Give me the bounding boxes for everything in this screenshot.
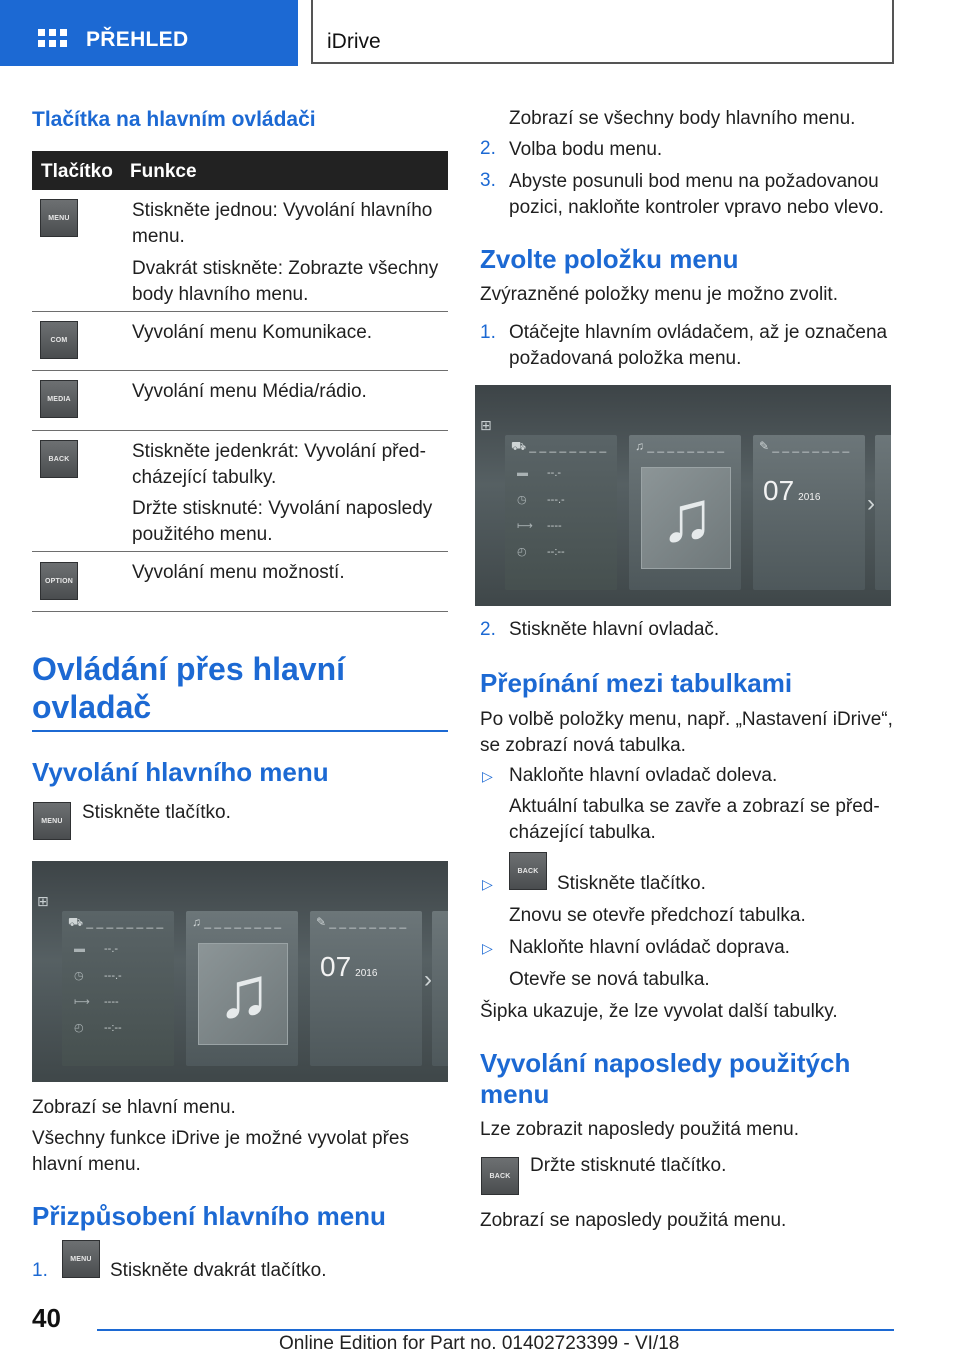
bullet-triangle-icon: ▷ — [482, 876, 493, 892]
screen-tile-partial — [875, 435, 891, 590]
media-button-icon: MEDIA — [40, 380, 78, 418]
table-row-2-text: Vyvolání menu Komunikace. — [132, 322, 373, 343]
screen-menu-icon: ⊞ — [37, 893, 49, 909]
sub-heading-recent: Vyvolání naposledy použitých menu — [480, 1048, 851, 1109]
screen-tile-communication — [310, 911, 422, 1066]
tile-header: ✎ _ _ _ _ _ _ _ _ — [759, 439, 850, 453]
paragraph: Šipka ukazuje, že lze vyvolat další tabulky. — [480, 1001, 838, 1022]
table-row-4-text-1: Stiskněte jedenkrát: Vyvolání předcházející tabulky. — [132, 441, 426, 488]
menu-button-icon: MENU — [33, 802, 71, 840]
paragraph: Lze zobrazit naposledy použitá menu. — [480, 1119, 799, 1140]
back-button-icon: BACK — [40, 440, 78, 478]
tile-row: ◴ --:-- — [517, 546, 565, 558]
step-number: 2. — [480, 138, 496, 159]
tile-row: ▬ --.- — [74, 943, 119, 955]
col-button-header: Tlačítko — [41, 161, 113, 182]
table-divider — [32, 370, 448, 371]
idrive-screen-image — [475, 385, 891, 606]
result-text: Zobrazí se hlavní menu. — [32, 1097, 236, 1118]
sub-heading-customize: Přizpůsobení hlavního menu — [32, 1201, 386, 1231]
bullet-text: Nakloňte hlavní ovládač doprava. — [509, 937, 790, 958]
bullet-subtext: Znovu se otevře předchozí tabulka. — [509, 905, 806, 926]
grid-icon — [38, 29, 68, 53]
screen-tile-media — [629, 435, 741, 590]
back-button-icon: BACK — [481, 1157, 519, 1195]
tile-header: ♫ _ _ _ _ _ _ _ _ — [192, 915, 282, 929]
table-divider — [32, 430, 448, 431]
table-heading: Tlačítka na hlavním ovládači — [32, 108, 316, 131]
screen-tile-vehicle — [505, 435, 617, 590]
table-row-1-text-1: Stiskněte jednou: Vyvolání hlavního menu. — [132, 200, 433, 247]
press-button-text: Stiskněte tlačítko. — [82, 802, 231, 823]
step-text: Otáčejte hlavním ovládačem, až je označena požadovaná položka menu. — [509, 322, 888, 369]
col-function-header: Funkce — [130, 161, 197, 182]
table-header — [32, 151, 448, 190]
page-number: 40 — [32, 1303, 61, 1333]
table-divider — [32, 311, 448, 312]
continued-text: Zobrazí se všechny body hlavního menu. — [509, 108, 856, 129]
bullet-triangle-icon: ▷ — [482, 940, 493, 956]
bullet-subtext: Aktuální tabulka se zavře a zobrazí se předcházející tabulka. — [509, 796, 880, 843]
tile-row: ⟼ ---- — [517, 520, 562, 532]
sub-heading-main-menu: Vyvolání hlavního menu — [32, 757, 329, 787]
tile-header: ♫ _ _ _ _ _ _ _ _ — [635, 439, 725, 453]
tile-row: ▬ --.- — [517, 467, 562, 479]
step-text: Stiskněte dvakrát tlačítko. — [110, 1260, 327, 1281]
screen-tile-media — [186, 911, 298, 1066]
footer-rule — [97, 1329, 894, 1331]
tile-date: 07 2016 — [320, 951, 378, 982]
step-text: Stiskněte hlavní ovladač. — [509, 619, 720, 640]
tile-date: 07 2016 — [763, 475, 821, 506]
header-chapter-title: iDrive — [327, 30, 381, 53]
chevron-right-icon: › — [867, 490, 875, 517]
tile-row: ◷ ---.- — [517, 494, 565, 506]
step-number: 2. — [480, 619, 496, 640]
tile-row: ◴ --:-- — [74, 1022, 122, 1034]
screen-tile-partial — [432, 911, 448, 1066]
main-heading: Ovládání přes hlavní ovladač — [32, 651, 345, 725]
info-text: Všechny funkce iDrive je možné vyvolat přes hlavní menu. — [32, 1128, 409, 1175]
sub-heading-switch: Přepínání mezi tabulkami — [480, 668, 793, 698]
tile-header: ✎ _ _ _ _ _ _ _ _ — [316, 915, 407, 929]
paragraph: Zobrazí se naposledy použitá menu. — [480, 1210, 787, 1231]
paragraph: Zvýrazněné položky menu je možno zvolit. — [480, 284, 838, 305]
menu-button-icon: MENU — [40, 199, 78, 237]
step-number: 1. — [32, 1260, 48, 1281]
paragraph: Po volbě položky menu, např. „Nastavení iDrive“, se zobrazí nová tabulka. — [480, 709, 893, 756]
bullet-subtext: Otevře se nová tabulka. — [509, 969, 710, 990]
step-number: 3. — [480, 170, 496, 191]
idrive-screen-image — [32, 861, 448, 1082]
bullet-text: Stiskněte tlačítko. — [557, 873, 706, 894]
header-chapter-box — [311, 0, 894, 64]
bullet-triangle-icon: ▷ — [482, 768, 493, 784]
chevron-right-icon: › — [424, 966, 432, 993]
footer-edition: Online Edition for Part no. 01402723399 - VI/18 — [279, 1333, 680, 1354]
music-note-icon: ♫ — [198, 943, 288, 1045]
header-section-title: PŘEHLED — [86, 28, 189, 51]
table-row-1-text-2: Dvakrát stiskněte: Zobrazte všechny body hlavního menu. — [132, 258, 439, 305]
tile-row: ⟼ ---- — [74, 996, 119, 1008]
table-row-3-text: Vyvolání menu Média/rádio. — [132, 381, 367, 402]
menu-button-icon: MENU — [62, 1240, 100, 1278]
tile-row: ◷ ---.- — [74, 970, 122, 982]
screen-tile-vehicle — [62, 911, 174, 1066]
screen-tile-communication — [753, 435, 865, 590]
step-text: Abyste posunuli bod menu na požadovanou pozici, nakloňte kontroler vpravo nebo vlevo. — [509, 171, 884, 218]
table-row-4-text-2: Držte stisknuté: Vyvolání naposledy použitého menu. — [132, 498, 433, 545]
sub-heading-select: Zvolte položku menu — [480, 244, 739, 274]
tile-header: ⛟ _ _ _ _ _ _ _ _ — [68, 915, 164, 929]
step-number: 1. — [480, 322, 496, 343]
table-divider — [32, 551, 448, 552]
back-button-icon: BACK — [509, 852, 547, 890]
bullet-text: Nakloňte hlavní ovladač doleva. — [509, 765, 778, 786]
step-text: Volba bodu menu. — [509, 139, 663, 160]
tile-header: ⛟ _ _ _ _ _ _ _ _ — [511, 439, 607, 453]
option-button-icon: OPTION — [40, 562, 78, 600]
music-note-icon: ♫ — [641, 467, 731, 569]
press-button-text: Držte stisknuté tlačítko. — [530, 1155, 727, 1176]
table-row-5-text: Vyvolání menu možností. — [132, 562, 345, 583]
heading-rule — [32, 730, 448, 732]
screen-menu-icon: ⊞ — [480, 417, 492, 433]
com-button-icon: COM — [40, 321, 78, 359]
table-divider — [32, 611, 448, 612]
